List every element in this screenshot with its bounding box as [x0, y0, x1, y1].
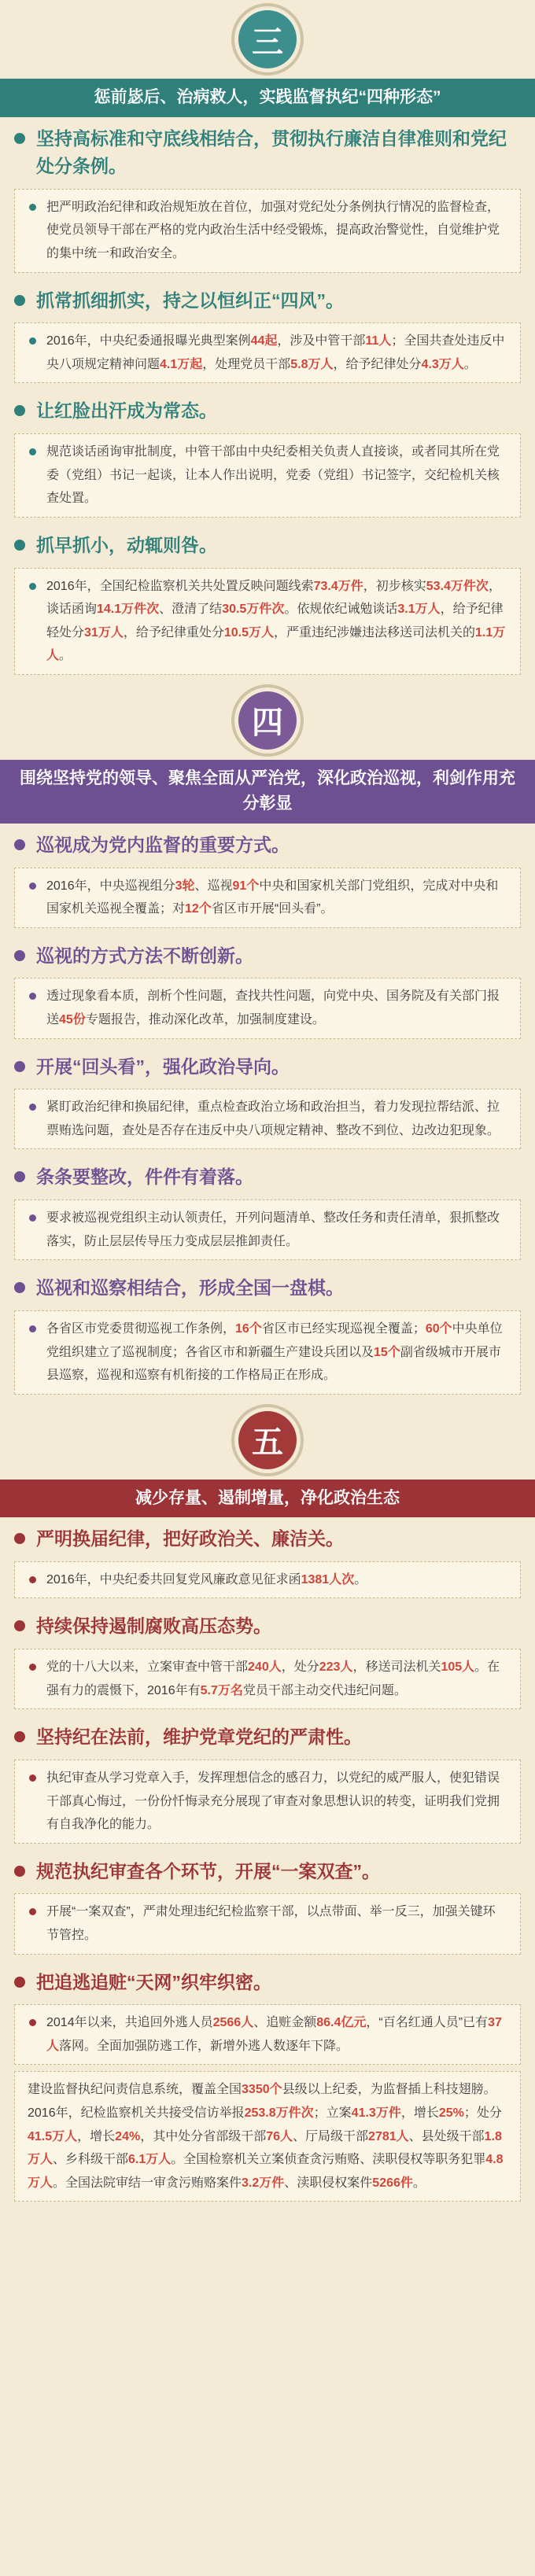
- body-text: 、乡科级干部: [53, 2153, 129, 2167]
- body-text: 落网。全面加强防逃工作，新增外逃人数逐年下降。: [59, 2039, 349, 2053]
- body-text: ，处分: [281, 1660, 319, 1675]
- body-text: 、县处级干部: [408, 2129, 485, 2143]
- body-text: 把严明政治纪律和政治规矩放在首位，加强对党纪处分条例执行情况的监督检查，使党员领导干部在严格的党内政治生活中经受锻炼，提高政治警觉性，自觉维护党的集中统一和政治安全。: [46, 200, 500, 261]
- body-text: ；处分: [463, 2106, 502, 2120]
- body-text: ，处理党员干部: [202, 357, 291, 371]
- body-text: 建设监督执纪问责信息系统，覆盖全国: [28, 2083, 242, 2097]
- body-text: 、厅局级干部: [293, 2129, 369, 2143]
- item-detail-box: [14, 1089, 521, 1149]
- highlight-figure: 1.8万人: [28, 2129, 502, 2167]
- body-text: ，给予纪律处分: [333, 357, 422, 371]
- highlight-figure: 31万人: [84, 625, 124, 639]
- body-text: 2014年以来，共追回外逃人员: [46, 2016, 213, 2030]
- body-text: ，增长: [400, 2106, 439, 2120]
- body-text: 、澄清了结: [159, 603, 223, 617]
- item-detail-box: [14, 1760, 521, 1844]
- highlight-figure: 5.8万人: [290, 357, 334, 371]
- item-heading: 条条要整改，件件有着落。: [0, 1155, 535, 1195]
- item-heading: 抓早抓小，动辄则咎。: [0, 524, 535, 563]
- highlight-figure: 5.7万名: [200, 1683, 243, 1697]
- highlight-figure: 45份: [59, 1013, 86, 1027]
- body-text: ，初步核实: [363, 579, 426, 593]
- section-4: [0, 681, 535, 1395]
- item-detail-box: [14, 189, 521, 273]
- body-text: 2016年，全国纪检监察机关共处置反映问题线索: [46, 579, 314, 593]
- highlight-figure: 3轮: [175, 879, 195, 893]
- highlight-figure: 76人: [266, 2129, 293, 2143]
- highlight-figure: 53.4万件次: [426, 579, 489, 593]
- item-detail-box: [14, 322, 521, 383]
- item-heading: 持续保持遏制腐败高压态势。: [0, 1605, 535, 1644]
- highlight-figure: 41.3万件: [351, 2106, 401, 2120]
- section-4-items: [0, 824, 535, 1395]
- body-text: 2016年，中央巡视组分: [46, 879, 175, 893]
- body-text: ，严重违纪涉嫌违法移送司法机关的: [274, 625, 476, 639]
- item-heading: 巡视和巡察相结合，形成全国一盘棋。: [0, 1266, 535, 1306]
- highlight-figure: 44起: [250, 334, 278, 348]
- highlight-figure: 4.8万人: [28, 2153, 504, 2190]
- section-3-items: [0, 117, 535, 675]
- highlight-figure: 4.1万起: [160, 357, 203, 371]
- item-detail-box: [14, 1310, 521, 1395]
- body-text: 要求被巡视党组织主动认领责任，开列问题清单、整改任务和责任清单，狠抓整改落实，防止层层传导压力变成层层推卸责任。: [46, 1211, 500, 1248]
- highlight-figure: 2781人: [368, 2129, 409, 2143]
- body-text: 。: [412, 2176, 426, 2190]
- item-heading: 严明换届纪律，把好政治关、廉洁关。: [0, 1517, 535, 1557]
- section-5-numeral: 五: [238, 1411, 297, 1469]
- body-text: 中央单位党组织建立了巡视制度；各省区市和新疆生产建设兵团以及: [46, 1321, 503, 1359]
- highlight-figure: 12个: [185, 902, 212, 916]
- body-text: 中央和国家机关部门党组织，完成对中央和国家机关巡视全覆盖；对: [46, 879, 499, 916]
- body-text: 2016年，中央纪委通报曝光典型案例: [46, 334, 251, 348]
- section-4-header: [0, 681, 535, 760]
- body-text: ，“百名红通人员”已有: [366, 2016, 489, 2030]
- body-text: 。: [463, 357, 477, 371]
- item-heading: 开展“回头看”，强化政治导向。: [0, 1045, 535, 1085]
- body-text: ，增长: [77, 2129, 116, 2143]
- item-heading: 坚持高标准和守底线相结合，贯彻执行廉洁自律准则和党纪处分条例。: [0, 117, 535, 184]
- item-heading: 规范执纪审查各个环节，开展“一案双查”。: [0, 1850, 535, 1889]
- item-heading: 坚持纪在法前，维护党章党纪的严肃性。: [0, 1715, 535, 1755]
- section-3: [0, 0, 535, 675]
- section-3-header: [0, 0, 535, 79]
- body-text: 省区市开展“回头看”。: [211, 902, 334, 916]
- item-detail-box: [14, 2004, 521, 2065]
- section-3-numeral: 三: [238, 10, 297, 68]
- highlight-figure: 30.5万件次: [222, 603, 285, 617]
- highlight-figure: 25%: [438, 2106, 464, 2120]
- highlight-figure: 1381人次: [301, 1572, 355, 1587]
- body-text: 专题报告，推动深化改革，加强制度建设。: [85, 1013, 325, 1027]
- section-5: [0, 1401, 535, 2202]
- item-detail-box: [14, 1200, 521, 1260]
- highlight-figure: 86.4亿元: [316, 2016, 367, 2030]
- item-heading: 巡视成为党内监督的重要方式。: [0, 824, 535, 863]
- highlight-figure: 1.1万人: [46, 625, 506, 663]
- body-text: 。: [59, 649, 72, 663]
- highlight-figure: 105人: [441, 1660, 475, 1675]
- section-4-numeral: 四: [238, 691, 297, 750]
- body-text: 县级以上纪委，为监督插上科技翅膀。2016年，纪检监察机关共接受信访举报: [28, 2083, 496, 2120]
- highlight-figure: 14.1万件次: [97, 603, 160, 617]
- body-text: 各省区市党委贯彻巡视工作条例，: [46, 1321, 236, 1336]
- body-text: ，其中处分省部级干部: [140, 2129, 267, 2143]
- body-text: ，给予纪律重处分: [123, 625, 224, 639]
- highlight-figure: 41.5万人: [28, 2129, 78, 2143]
- body-text: ；立案: [313, 2106, 352, 2120]
- body-text: 。在强有力的震慑下，2016年有: [46, 1660, 500, 1697]
- body-text: 。依规依纪诫勉谈话: [284, 603, 398, 617]
- highlight-figure: 37人: [46, 2016, 502, 2053]
- highlight-figure: 3.2万件: [242, 2176, 285, 2190]
- highlight-figure: 16个: [235, 1321, 262, 1336]
- highlight-figure: 4.3万人: [421, 357, 464, 371]
- item-detail-box: [14, 1561, 521, 1599]
- section-3-title: 惩前毖后、治病救人，实践监督执纪“四种形态”: [0, 79, 535, 117]
- item-detail-box: [14, 1893, 521, 1954]
- body-text: 、巡视: [194, 879, 233, 893]
- item-detail-box: [14, 978, 521, 1038]
- body-text: ，给予纪律轻处分: [46, 603, 504, 639]
- item-heading: 让红脸出汗成为常态。: [0, 389, 535, 429]
- body-text: 副省级城市开展市县巡察，巡视和巡察有机衔接的工作格局正在形成。: [46, 1345, 501, 1383]
- highlight-figure: 223人: [319, 1660, 353, 1675]
- highlight-figure: 3350个: [242, 2083, 282, 2097]
- body-text: 省区市已经实现巡视全覆盖；: [261, 1321, 426, 1336]
- highlight-figure: 10.5万人: [223, 625, 274, 639]
- item-heading: 巡视的方式方法不断创新。: [0, 934, 535, 974]
- body-text: ，谈话函询: [46, 579, 501, 617]
- item-detail-box: [14, 868, 521, 928]
- highlight-figure: 240人: [248, 1660, 282, 1675]
- highlight-figure: 2566人: [212, 2016, 254, 2030]
- highlight-figure: 11人: [365, 334, 392, 348]
- highlight-figure: 24%: [115, 2129, 141, 2143]
- body-text: 、渎职侵权案件: [284, 2176, 373, 2190]
- body-text: 开展“一案双查”，严肃处理违纪纪检监察干部，以点带面、举一反三，加强关键环节管控。: [46, 1905, 496, 1942]
- section-5-items: [0, 1517, 535, 2065]
- closing-summary: [14, 2071, 521, 2202]
- item-heading: 把追逃追赃“天网”织牢织密。: [0, 1961, 535, 2000]
- body-text: 执纪审查从学习党章入手，发挥理想信念的感召力，以党纪的威严服人，使犯错误干部真心悔过，一份份忏悔录充分展现了审查对象思想认识的转变，证明我们党拥有自我净化的能力。: [46, 1771, 500, 1832]
- body-text: 、追赃金额: [253, 2016, 317, 2030]
- highlight-figure: 3.1万人: [397, 603, 441, 617]
- body-text: 党员干部主动交代违纪问题。: [242, 1683, 407, 1697]
- body-text: 党的十八大以来，立案审查中管干部: [46, 1660, 249, 1675]
- body-text: 。全国法院审结一审贪污贿赂案件: [53, 2176, 242, 2190]
- body-text: 。: [354, 1572, 367, 1587]
- item-detail-box: [14, 433, 521, 518]
- body-text: ；全国共查处违反中央八项规定精神问题: [46, 334, 505, 371]
- highlight-figure: 6.1万人: [128, 2153, 172, 2167]
- item-detail-box: [14, 1649, 521, 1709]
- body-text: 2016年，中央纪委共回复党风廉政意见征求函: [46, 1572, 301, 1587]
- body-text: 紧盯政治纪律和换届纪律，重点检查政治立场和政治担当，着力发现拉帮结派、拉票贿选问题，查处是否存在违反中央八项规定精神、整改不到位、边改边犯现象。: [46, 1100, 500, 1137]
- section-4-title: 围绕坚持党的领导、聚焦全面从严治党，深化政治巡视，利剑作用充分彰显: [0, 760, 535, 824]
- highlight-figure: 5266件: [372, 2176, 413, 2190]
- section-5-header: [0, 1401, 535, 1480]
- item-detail-box: [14, 568, 521, 675]
- body-text: 透过现象看本质，剖析个性问题，查找共性问题，向党中央、国务院及有关部门报送: [46, 989, 500, 1027]
- item-heading: 抓常抓细抓实，持之以恒纠正“四风”。: [0, 279, 535, 319]
- section-5-title: 减少存量、遏制增量，净化政治生态: [0, 1480, 535, 1518]
- highlight-figure: 73.4万件: [313, 579, 363, 593]
- body-text: 规范谈话函询审批制度，中管干部由中央纪委相关负责人直接谈，或者同其所在党委（党组）书记一起谈，让本人作出说明，党委（党组）书记签字，交纪检机关核查处置。: [46, 445, 500, 506]
- body-text: ，涉及中管干部: [277, 334, 366, 348]
- highlight-figure: 15个: [374, 1345, 400, 1359]
- highlight-figure: 60个: [425, 1321, 452, 1336]
- highlight-figure: 253.8万件次: [244, 2106, 314, 2120]
- body-text: 。全国检察机关立案侦查贪污贿赂、渎职侵权等职务犯罪: [171, 2153, 486, 2167]
- body-text: ，移送司法机关: [352, 1660, 441, 1675]
- highlight-figure: 91个: [232, 879, 260, 893]
